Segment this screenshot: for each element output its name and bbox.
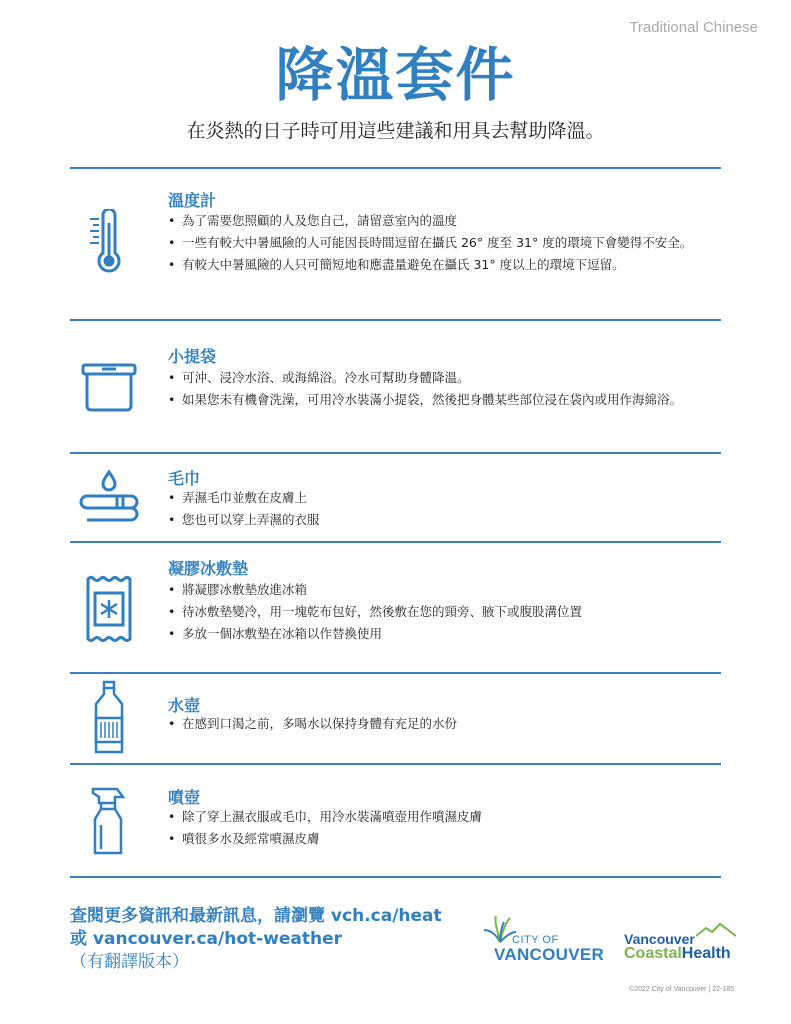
vancouver-hot-weather-link[interactable]: vancouver.ca/hot-weather xyxy=(92,929,343,949)
section-title: 凝膠冰敷墊 xyxy=(168,559,249,578)
list-item: • 噴很多水及經常噴濕皮膚 xyxy=(168,830,698,848)
footer-info xyxy=(70,905,442,974)
list-item: • 待冰敷墊變冷，用一塊乾布包好，然後敷在您的頸旁、腋下或腹股溝位置 xyxy=(168,603,698,621)
list-item: • 在感到口渴之前，多喝水以保持身體有充足的水份 xyxy=(168,715,698,733)
list-item: • 您也可以穿上弄濕的衣服 xyxy=(168,511,698,529)
wet-towel-icon xyxy=(78,466,140,526)
list-item: • 可沖、浸冷水浴、或海綿浴。冷水可幫助身體降溫。 xyxy=(168,369,698,387)
bullet-list xyxy=(168,715,698,737)
section-spray-bottle xyxy=(70,763,721,876)
section-title: 噴壺 xyxy=(168,788,201,807)
vch-heat-link[interactable]: vch.ca/heat xyxy=(330,906,442,926)
list-item: • 一些有較大中暑風險的人可能因長時間逗留在攝氏 26° 度至 31° 度的環境下會變得不安全。 xyxy=(168,234,698,252)
section-water-bottle xyxy=(70,672,721,763)
footer-line1-text: 查閱更多資訊和最新訊息，請瀏覽 xyxy=(70,906,331,926)
page-title: 降溫套件 xyxy=(275,41,516,109)
bullet-list xyxy=(168,212,698,278)
bullet-list xyxy=(168,369,698,413)
city-of-label: CITY OF xyxy=(512,934,559,946)
page-subtitle: 在炎熱的日子時可用這些建議和用具去幫助降溫。 xyxy=(186,120,605,142)
bullet-list xyxy=(168,581,698,647)
vch-line2: CoastalHealth xyxy=(624,945,731,962)
bullet-list xyxy=(168,489,698,533)
mountain-icon xyxy=(696,922,736,938)
vancouver-coastal-health-logo xyxy=(622,922,742,967)
vch-line1: Vancouver xyxy=(624,931,695,947)
water-bottle-icon xyxy=(78,680,140,756)
list-item: • 多放一個冰敷墊在冰箱以作替換使用 xyxy=(168,625,698,643)
section-thermometer xyxy=(70,167,721,319)
bullet-list xyxy=(168,808,698,852)
spray-bottle-icon xyxy=(78,785,140,855)
bucket-icon xyxy=(78,359,140,415)
section-title: 溫度計 xyxy=(168,191,217,210)
list-item: • 為了需要您照顧的人及您自己，請留意室內的溫度 xyxy=(168,212,698,230)
language-tag: Traditional Chinese xyxy=(629,19,758,36)
footer-line2-prefix: 或 xyxy=(70,929,93,949)
ice-pack-icon xyxy=(78,571,140,647)
section-ice-pack xyxy=(70,541,721,672)
vancouver-label: VANCOUVER xyxy=(494,945,605,964)
copyright-notice: ©2022 City of Vancouver | 22-185 xyxy=(629,986,734,993)
list-item: • 如果您未有機會洗澡，可用冷水裝滿小提袋，然後把身體某些部位浸在袋內或用作海綿浴。 xyxy=(168,391,698,409)
section-title: 毛巾 xyxy=(168,469,201,488)
footer-line3: （有翻譯版本） xyxy=(70,952,189,972)
list-item: • 弄濕毛巾並敷在皮膚上 xyxy=(168,489,698,507)
section-towel xyxy=(70,452,721,541)
section-title: 小提袋 xyxy=(168,347,217,366)
thermometer-icon xyxy=(78,209,140,279)
list-item: • 除了穿上濕衣服或毛巾，用冷水裝滿噴壺用作噴濕皮膚 xyxy=(168,808,698,826)
section-bucket xyxy=(70,319,721,452)
divider xyxy=(70,876,721,878)
section-title: 水壺 xyxy=(168,696,201,715)
list-item: • 有較大中暑風險的人只可簡短地和應盡量避免在攝氏 31° 度以上的環境下逗留。 xyxy=(168,256,698,274)
list-item: • 將凝膠冰敷墊放進冰箱 xyxy=(168,581,698,599)
city-of-vancouver-logo xyxy=(482,912,605,967)
